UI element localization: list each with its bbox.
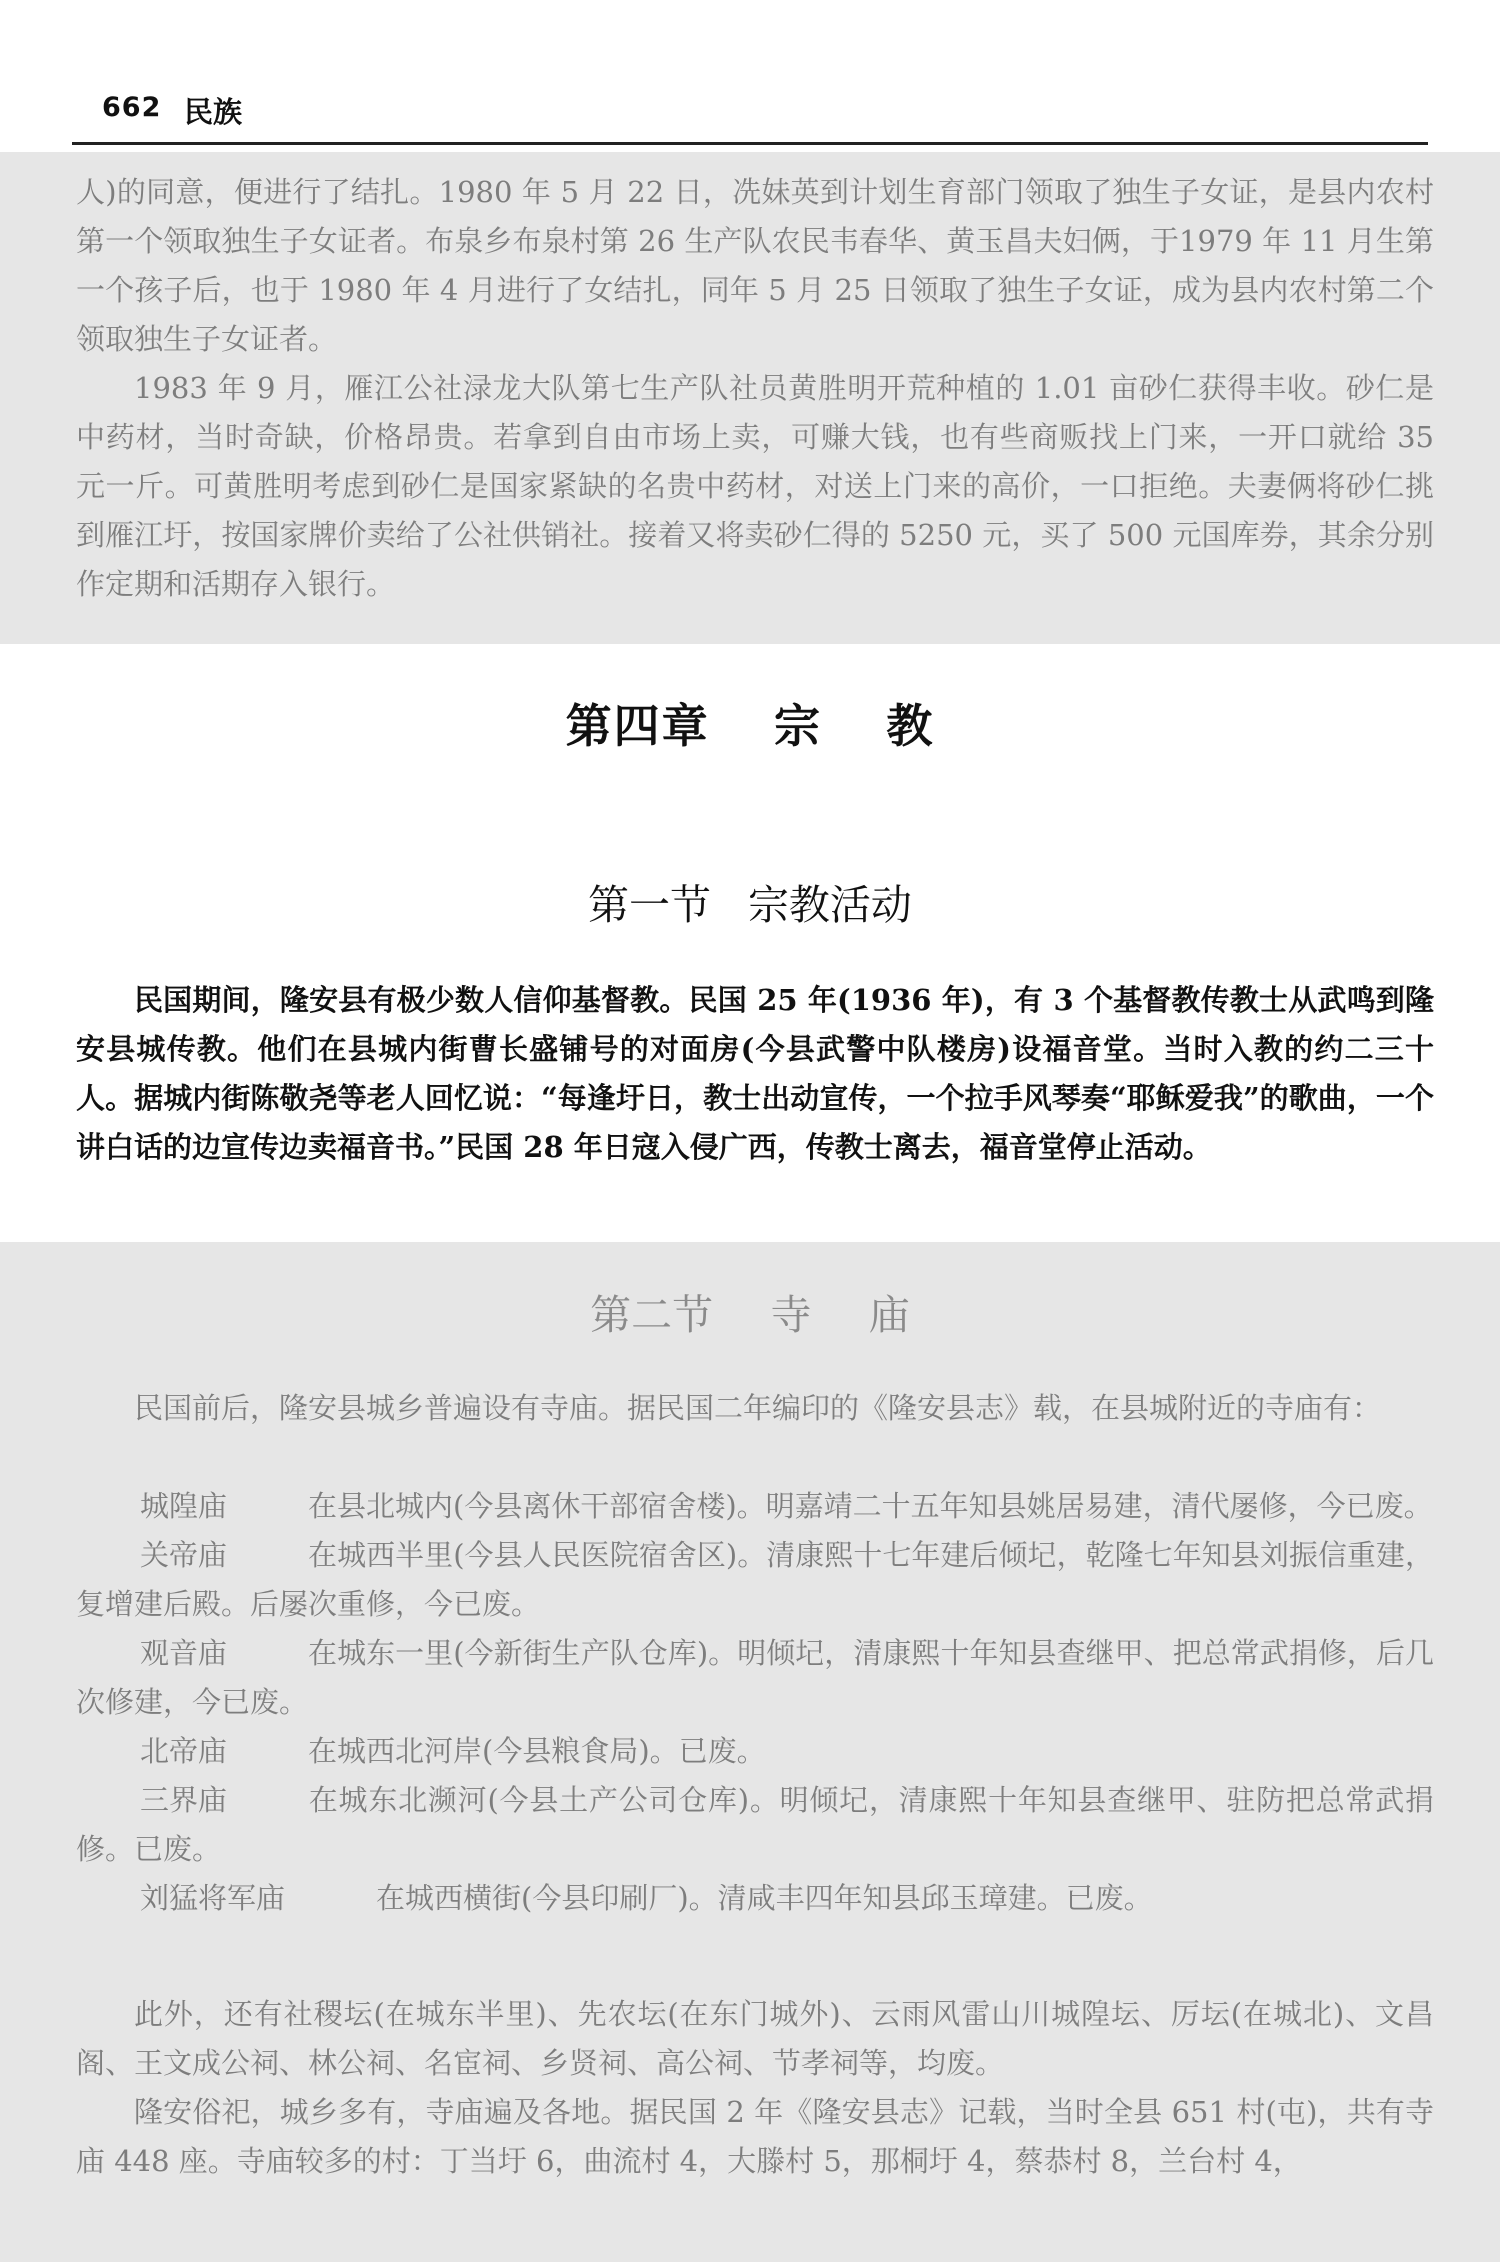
temple-entry [76, 1531, 1434, 1629]
temple-desc: 在城西横街(今县印刷厂)。清咸丰四年知县邱玉璋建。已废。 [376, 1881, 1153, 1915]
temple-name: 观音庙 [140, 1636, 228, 1670]
section-heading-1 [0, 872, 1500, 931]
temple-name: 城隍庙 [140, 1489, 228, 1523]
section-heading-2 [0, 1282, 1500, 1341]
section-1-title: 宗教活动 [747, 881, 912, 929]
temple-name: 关帝庙 [140, 1538, 228, 1572]
temple-name: 三界庙 [140, 1783, 228, 1817]
temple-entry [76, 1482, 1434, 1531]
chapter-title-char-1: 宗 [774, 699, 822, 753]
temple-entry [76, 1727, 1434, 1776]
section-1-number: 第一节 [588, 881, 712, 929]
paragraph-temples-intro: 民国前后，隆安县城乡普遍设有寺庙。据民国二年编印的《隆安县志》载，在县城附近的寺庙有： [134, 1391, 1382, 1425]
section-2-title-char-2: 庙 [868, 1291, 910, 1339]
temple-list [76, 1482, 1434, 1923]
paragraph-christianity: 民国期间，隆安县有极少数人信仰基督教。民国 25 年(1936 年)，有 3 个基督教传教士从武鸣到隆安县城传教。他们在县城内街曹长盛铺号的对面房(今县武警中队楼房)设福音堂。当时入教的约二三十人。据城内街陈敬尧等老人回忆说：“每逢圩日，教士出动宣传，一个拉手风琴奏“耶稣爱我”的歌曲，一个讲白话的边宣传边卖福音书。”民国 28 年日寇入侵广西，传教士离去，福音堂停止活动。 [76, 983, 1434, 1164]
chapter-heading [0, 690, 1500, 756]
temple-desc: 在城西半里(今县人民医院宿舍区)。清康熙十七年建后倾圮，乾隆七年知县刘振信重建，复增建后殿。后屡次重修，今已废。 [76, 1538, 1434, 1621]
page-header [72, 92, 1428, 145]
temple-name: 北帝庙 [140, 1734, 228, 1768]
page-number: 662 [102, 92, 162, 123]
temple-entry [76, 1874, 1434, 1923]
paragraph-sharen-harvest: 1983 年 9 月，雁江公社渌龙大队第七生产队社员黄胜明开荒种植的 1.01 亩砂仁获得丰收。砂仁是中药材，当时奇缺，价格昂贵。若拿到自由市场上卖，可赚大钱，也有些商贩找上门来，一开口就给 35 元一斤。可黄胜明考虑到砂仁是国家紧缺的名贵中药材，对送上门来的高价，一口拒绝。夫妻俩将砂仁挑到雁江圩，按国家牌价卖给了公社供销社。接着又将卖砂仁得的 5250 元，买了 500 元国库券，其余分别作定期和活期存入银行。 [76, 371, 1434, 601]
temple-desc: 在城东北濒河(今县土产公司仓库)。明倾圮，清康熙十年知县查继甲、驻防把总常武捐修。已废。 [76, 1783, 1434, 1866]
temple-entry [76, 1629, 1434, 1727]
running-section-title: 民族 [184, 95, 243, 129]
temple-desc: 在县北城内(今县离休干部宿舍楼)。明嘉靖二十五年知县姚居易建，清代屡修，今已废。 [308, 1489, 1433, 1523]
temple-desc: 在城东一里(今新街生产队仓库)。明倾圮，清康熙十年知县查继甲、把总常武捐修，后几次修建，今已废。 [76, 1636, 1434, 1719]
paragraph-other-altars: 此外，还有社稷坛(在城东半里)、先农坛(在东门城外)、云雨风雷山川城隍坛、厉坛(在城北)、文昌阁、王文成公祠、林公祠、名宦祠、乡贤祠、高公祠、节孝祠等，均废。 [76, 1997, 1434, 2080]
section-2-title-char-1: 寺 [770, 1291, 812, 1339]
chapter-title-char-2: 教 [886, 699, 935, 753]
chapter-number: 第四章 [565, 699, 710, 753]
paragraph-temple-counts: 隆安俗祀，城乡多有，寺庙遍及各地。据民国 2 年《隆安县志》记载，当时全县 651 村(屯)，共有寺庙 448 座。寺庙较多的村：丁当圩 6，曲流村 4，大滕村 5，那桐圩 4，蔡恭村 8，兰台村 4， [76, 2095, 1434, 2178]
temple-entry [76, 1776, 1434, 1874]
temple-desc: 在城西北河岸(今县粮食局)。已废。 [308, 1734, 766, 1768]
section-2-number: 第二节 [590, 1291, 714, 1339]
temple-name: 刘猛将军庙 [140, 1881, 286, 1915]
paragraph-family-planning: 人)的同意，便进行了结扎。1980 年 5 月 22 日，冼妹英到计划生育部门领取了独生子女证，是县内农村第一个领取独生子女证者。布泉乡布泉村第 26 生产队农民韦春华、黄玉昌夫妇俩，于1979 年 11 月生第一个孩子后，也于 1980 年 4 月进行了女结扎，同年 5 月 25 日领取了独生子女证，成为县内农村第二个领取独生子女证者。 [76, 175, 1434, 356]
